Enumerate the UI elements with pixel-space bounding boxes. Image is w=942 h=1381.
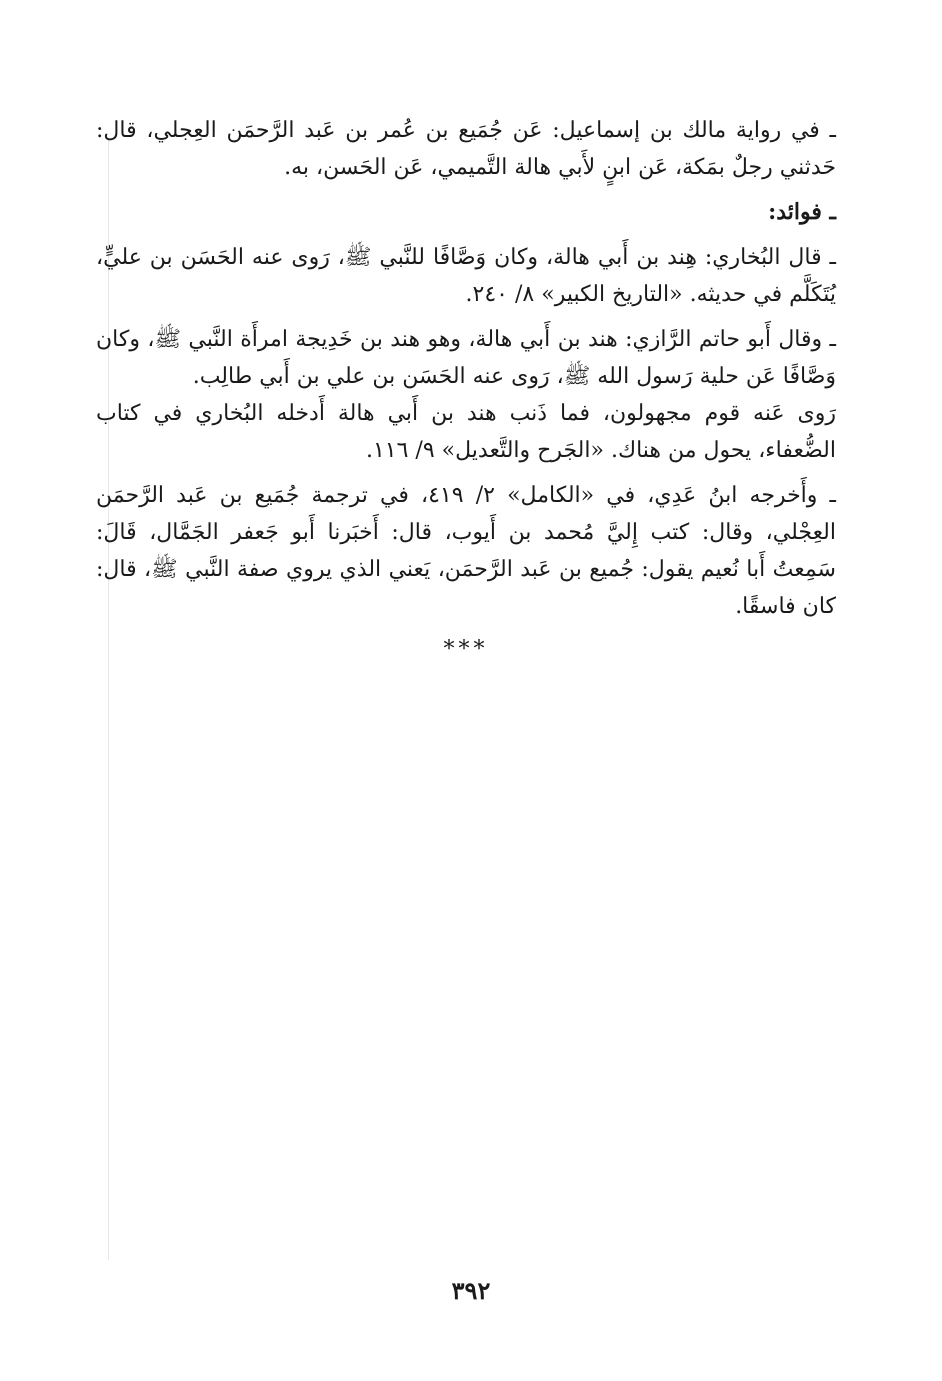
section-separator: *** — [443, 637, 489, 662]
paragraph-bukhari: ـ قال البُخاري: هِند بن أَبي هالة، وكان وَصَّافًا للنَّبي ﷺ، رَوى عنه الحَسَن بن عليٍّ، يُتَكَلَّم في حديثه. «التاريخ الكبير» ٨/ ٢٤٠. — [96, 245, 836, 307]
main-text — [96, 112, 836, 668]
paragraph-ibn-adi: ـ وأَخرجه ابنُ عَدِي، في «الكامل» ٢/ ٤١٩، في ترجمة جُمَيع بن عَبد الرَّحمَن العِجْلي، وقال: كتب إِليَّ مُحمد بن أَيوب، قال: أَخبَرنا أَبو جَعفر الجَمَّال، قَالَ: سَمِعتُ أَبا نُعيم يقول: جُميع بن عَبد الرَّحمَن، يَعني الذي يروي صفة النَّبي ﷺ، قال: كان فاسقًا. — [96, 483, 836, 619]
paragraph-malik-narration: ـ في رواية مالك بن إسماعيل: عَن جُمَيع بن عُمر بن عَبد الرَّحمَن العِجلي، قال: حَدثني رجلٌ بمَكة، عَن ابنٍ لأَبي هالة التَّميمي، عَن الحَسن، به. — [96, 118, 836, 180]
section-heading-benefits: ـ فوائد: — [768, 199, 836, 225]
paragraph-abu-hatim: ـ وقال أَبو حاتم الرَّازي: هند بن أَبي هالة، وهو هند بن خَدِيجة امرأَة النَّبي ﷺ، وكان وَصَّافًا عَن حلية رَسول الله ﷺ، رَوى عنه الحَسَن بن علي بن أَبي طالِب. — [96, 327, 836, 389]
page-number: ٣٩٢ — [451, 1276, 491, 1305]
paragraph-unknown-narrators: رَوى عَنه قوم مجهولون، فما ذَنب هند بن أَبي هالة أَدخله البُخاري في كتاب الضُّعفاء، يحول من هناك. «الجَرح والتَّعديل» ٩/ ١١٦. — [96, 401, 836, 463]
